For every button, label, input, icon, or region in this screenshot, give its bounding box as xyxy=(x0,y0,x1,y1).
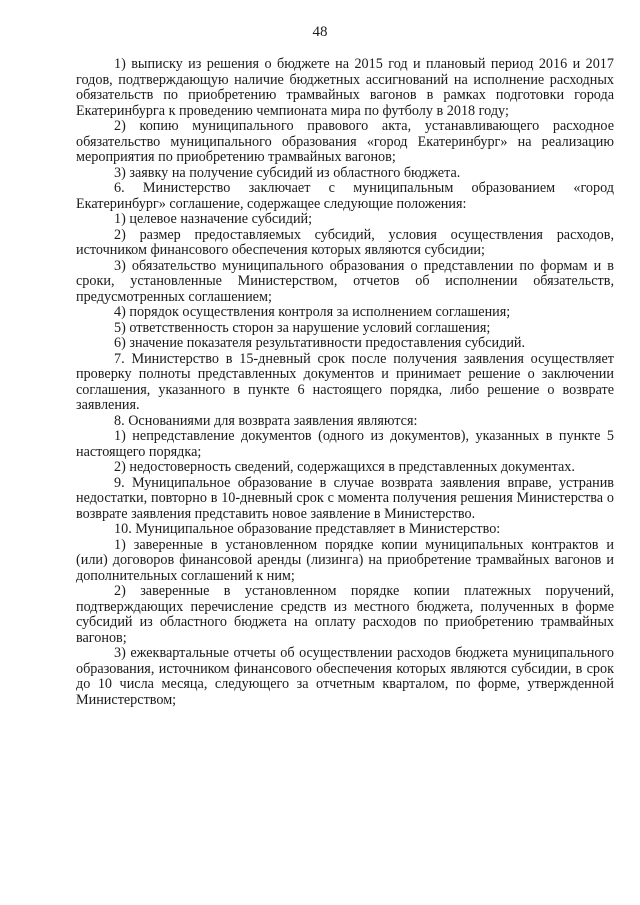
paragraph: 6. Министерство заключает с муниципальным образованием «город Екатеринбург» соглашение, содержащее следующие положения: xyxy=(76,180,614,212)
paragraph: 2) заверенные в установленном порядке копии платежных поручений, подтверждающих перечисление средств из местного бюджета, полученных в форме субсидий из областного бюджета на оплату расходов по приобретению трамвайных вагонов; xyxy=(76,583,614,646)
paragraph: 1) целевое назначение субсидий; xyxy=(114,211,313,227)
paragraph: 3) обязательство муниципального образования о представлении по формам и в сроки, установленные Министерством, отчетов об исполнении обязательств, предусмотренных соглашением; xyxy=(76,257,614,305)
paragraph: 2) недостоверность сведений, содержащихся в представленных документах. xyxy=(114,459,575,475)
document-body xyxy=(76,57,614,708)
paragraph: 4) порядок осуществления контроля за исполнением соглашения; xyxy=(114,304,511,320)
paragraph: 1) заверенные в установленном порядке копии муниципальных контрактов и (или) договоров финансовой аренды (лизинга) на приобретение трамвайных вагонов и дополнительных соглашений к ним; xyxy=(76,536,614,584)
paragraph: 1) непредставление документов (одного из документов), указанных в пункте 5 настоящего порядка; xyxy=(76,428,614,460)
paragraph: 8. Основаниями для возврата заявления являются: xyxy=(114,412,418,429)
paragraph: 1) выписку из решения о бюджете на 2015 год и плановый период 2016 и 2017 годов, подтверждающую наличие бюджетных ассигнований на исполнение расходных обязательств по приобретению трамвайных вагонов в рамках подготовки города Екатеринбурга к проведению чемпионата мира по футболу в 2018 году; xyxy=(76,56,614,119)
paragraph: 3) заявку на получение субсидий из областного бюджета. xyxy=(114,164,461,181)
paragraph: 10. Муниципальное образование представляет в Министерство: xyxy=(114,521,501,537)
page-number: 48 xyxy=(312,24,328,40)
paragraph: 9. Муниципальное образование в случае возврата заявления вправе, устранив недостатки, повторно в 10-дневный срок с момента получения решения Министерства о возврате заявления представить новое заявление в Министерство. xyxy=(76,474,614,522)
paragraph: 3) ежеквартальные отчеты об осуществлении расходов бюджета муниципального образования, источником финансового обеспечения которых являются субсидии, в срок до 10 числа месяца, следующего за отчетным кварталом, по форме, утвержденной Министерством; xyxy=(76,645,614,708)
paragraph: 2) размер предоставляемых субсидий, условия осуществления расходов, источником финансового обеспечения которых являются субсидии; xyxy=(76,226,614,258)
paragraph: 7. Министерство в 15-дневный срок после получения заявления осуществляет проверку полноты представленных документов и принимает решение о заключении соглашения, указанного в пункте 6 настоящего порядка, либо решение о возврате заявления. xyxy=(76,350,614,413)
paragraph: 6) значение показателя результативности предоставления субсидий. xyxy=(114,335,526,351)
paragraph: 5) ответственность сторон за нарушение условий соглашения; xyxy=(114,319,491,336)
paragraph: 2) копию муниципального правового акта, устанавливающего расходное обязательство муниципального образования «город Екатеринбург» на реализацию мероприятия по приобретению трамвайных вагонов; xyxy=(76,118,614,165)
